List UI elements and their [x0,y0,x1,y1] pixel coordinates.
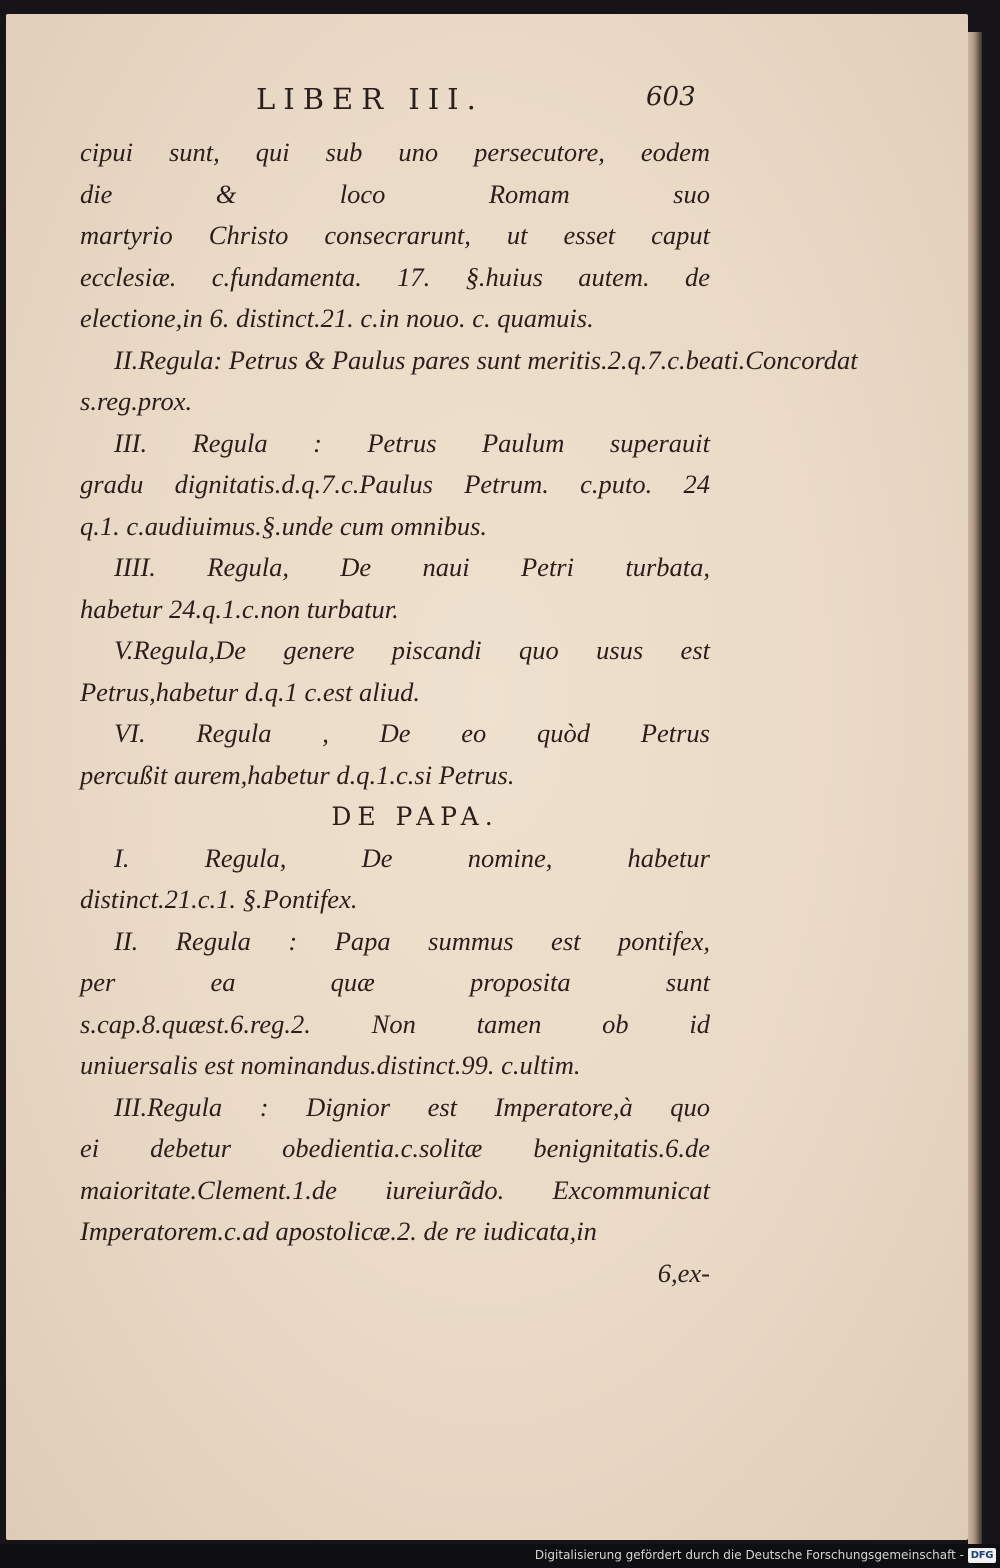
paragraph [80,132,710,340]
page-number: 603 [646,82,696,112]
text-line: II. Regula : Papa summus est pontifex, [114,925,710,956]
paragraph [80,838,710,921]
text-line: cipui sunt, qui sub uno persecutore, eodem [80,137,710,167]
paragraph [80,630,710,713]
text-line: I. Regula, De nomine, habetur [114,842,710,873]
text-line: uniuersalis est nominandus.distinct.99. c.ultim. [80,1050,581,1080]
text-line: IIII. Regula, De naui Petri turbata, [114,552,710,582]
dfg-logo: DFG [968,1548,996,1563]
footer-bar [0,1544,1000,1568]
text-line: III. Regula : Petrus Paulum superauit [114,427,710,458]
paragraph [80,713,710,796]
text-line: ei debetur obedientia.c.solitæ benignitatis.6.de [80,1133,710,1163]
text-line: per ea quæ proposita sunt [80,967,710,997]
text-line: s.cap.8.quæst.6.reg.2. Non tamen ob id [80,1008,710,1039]
paragraph [80,547,710,630]
paragraph [80,1087,710,1253]
text-line: II.Regula: Petrus & Paulus pares sunt meritis.2.q.7.c.beati.Concordat [114,344,858,375]
running-head-title: LIBER III. [256,82,484,116]
text-line: percußit aurem,habetur d.q.1.c.si Petrus. [80,759,515,790]
text-line: electione,in 6. distinct.21. c.in nouo. c. quamuis. [80,303,594,333]
book-page [6,14,968,1540]
text-line: Imperatorem.c.ad apostolicæ.2. de re iudicata,in [80,1216,597,1246]
text-line: q.1. c.audiuimus.§.unde cum omnibus. [80,510,488,541]
text-line: ecclesiæ. c.fundamenta. 17. §.huius autem. de [80,261,710,292]
paragraph [80,340,858,423]
text-line: die & loco Romam suo [80,178,710,209]
paragraph [80,423,710,548]
text-line: distinct.21.c.1. §.Pontifex. [80,884,358,914]
text-line: s.reg.prox. [80,386,193,416]
text-line: maioritate.Clement.1.de iureiurãdo. Excommunicat [80,1174,710,1205]
text-line: martyrio Christo consecrarunt, ut esset caput [80,220,710,250]
text-block [80,132,858,1294]
text-line: III.Regula : Dignior est Imperatore,à quo [114,1091,710,1122]
page-edge [968,32,982,1552]
text-line: V.Regula,De genere piscandi quo usus est [114,635,710,665]
text-line: gradu dignitatis.d.q.7.c.Paulus Petrum. c.puto. 24 [80,469,710,499]
section-heading: DE PAPA. [331,802,499,831]
text-line: habetur 24.q.1.c.non turbatur. [80,593,399,624]
text-line: VI. Regula , De eo quòd Petrus [114,718,710,748]
catchword: 6,ex- [657,1257,710,1288]
funding-credit: Digitalisierung gefördert durch die Deutsche Forschungsgemeinschaft - [534,1548,964,1562]
running-head [6,74,968,124]
text-line: Petrus,habetur d.q.1 c.est aliud. [80,676,421,707]
paragraph [80,921,710,1087]
